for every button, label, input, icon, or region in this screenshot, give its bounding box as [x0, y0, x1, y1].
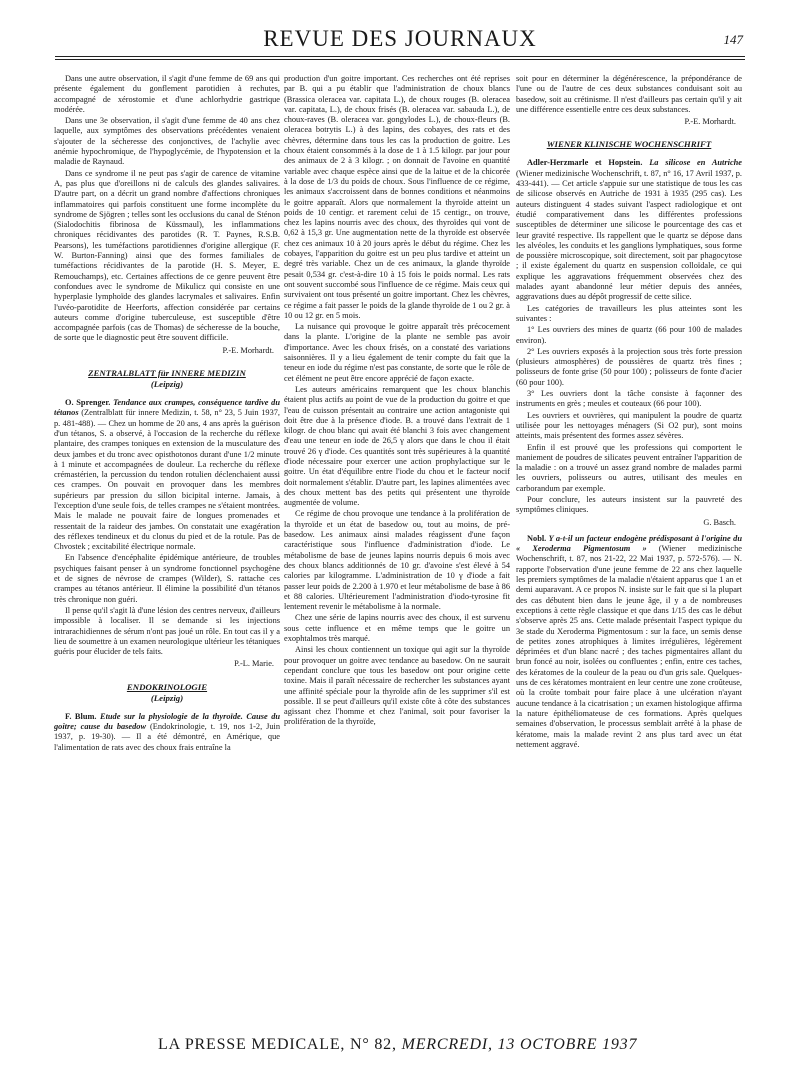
- article-author: O. Sprenger.: [65, 398, 111, 408]
- column-3: [516, 74, 742, 1014]
- article-text: — Cet article s'appuie sur une statistique de tous les cas de silicose observés en Autriche de 1931 à 1935 (295 cas). Les auteurs distinguent 4 stades suivant l'aspect radiologique et ont étudié comparativement dans les différentes professions susceptibles de déterminer une silicose le pourcentage des cas et leur gravité respective. Ils rappellent que le quartz se dépose dans les alvéoles, les conduits et les ganglions lymphatiques, sous forme de poussière microscopique, soit directement, soit par phagocytose ; il existe également du quartz en suspension colloïdale, ce qui explique les aggravations fréquemment observées chez des malades ayant abandonné leur métier depuis des années, aggravations dues au dépôt progressif de cette silice.: [516, 179, 742, 302]
- list-item: 2° Les ouvriers exposés à la projection sous très forte pression (plusieurs atmosphères) de poussières de quartz très fines ; polisseurs de fonte grise (50 pour 100) ; polisseurs de fonte d'acier (60 pour 100).: [516, 346, 742, 387]
- article-author: F. Blum.: [65, 711, 97, 721]
- signature: P.-L. Marie.: [234, 659, 274, 669]
- paragraph: Les catégories de travailleurs les plus atteintes sont les suivantes :: [516, 303, 742, 323]
- paragraph: Dans une 3e observation, il s'agit d'une femme de 40 ans chez laquelle, aux symptômes des observations précédentes venaient s'ajouter de la sécheresse des conjonctives, de l'achylie avec anémie hypochromique, de l'hypoglycémie, de l'hypotension et la maladie de Raynaud.: [54, 116, 280, 167]
- article-author: Nobl.: [527, 533, 547, 543]
- footer-journal: LA PRESSE MEDICALE, N° 82,: [158, 1036, 397, 1053]
- paragraph: Ainsi les choux contiennent un toxique qui agit sur la thyroïde pour provoquer un goitre avec tendance au basedow. On ne saurait cependant conclure que tous les basedow ont pour origine cette toxine. Mais il paraît nécessaire de rechercher les substances ayant une affinité spéciale pour la thyroïde afin de les supprimer s'il est possible. Il se peut d'ailleurs qu'il existe côte à côte des substances agissant chez l'homme et chez l'animal, soit pour favoriser la prolifération de la thyroïde,: [284, 645, 510, 727]
- paragraph: Les auteurs américains remarquent que les choux blanchis étaient plus actifs au point de vue de la production du goitre et que l'eau de cuisson présentait au contraire une action antagoniste qui doit être due à la présence d'iode. B. a trouvé dans l'extrait de 1 kilogr. de chou blanc qui avait été blanchi 3 fois avec changement d'eau une teneur en iode de 26,5 γ alors que dans le chou il était trouvé 26 γ d'iode. Ces quantités sont très supérieures à la quantité d'iode nécessaire pour exercer une action prophylactique sur le goitre. Un état d'équilibre entre l'iode du chou et le facteur nocif doit normalement s'établir. D'autre part, les lapines alimentées avec des choux mettent bas des petits qui présentent une thyroïde augmentée de volume.: [284, 384, 510, 508]
- paragraph: Dans une autre observation, il s'agit d'une femme de 69 ans qui présente également du gonflement parotidien à rechutes, accompagné de xérostomie et d'une achlorhydrie gastrique modérée.: [54, 74, 280, 114]
- article-title: Etude sur la physiologie de la thyroïde. Cause du goitre; cause du basedow: [54, 711, 280, 732]
- journal-heading: [54, 682, 280, 704]
- signature: G. Basch.: [703, 517, 736, 527]
- list-item: 1° Les ouvriers des mines de quartz (66 pour 100 de malades environ).: [516, 325, 742, 345]
- article-reference: (Wiener medizinische Wochenschrift, t. 87, nos 21-22, 22 Mai 1937, p. 572-576).: [516, 544, 742, 564]
- list-item: 3° Les ouvriers dont la tâche consiste à façonner des instruments en grès ; meules et couteaux (66 pour 100).: [516, 389, 742, 409]
- article-reference: (Endokrinologie, t. 19, nos 1-2, Juin 1937, p. 19-30).: [54, 722, 280, 742]
- article-abstract: [516, 158, 742, 302]
- paragraph: En l'absence d'encéphalite épidémique antérieure, de troubles psychiques faisant penser à un syndrome fonctionnel psychogène et de signes de névrose de crampes (Wilder), S. rattache ces crampes au tétanos antérieur. Il élimine la possibilité d'un tétanos très chronique non guéri.: [54, 553, 280, 604]
- signature: P.-E. Morhardt.: [222, 345, 274, 355]
- article-reference: (Zentralblatt für innere Medizin, t. 58, n° 23, 5 Juin 1937, p. 481-488).: [54, 408, 280, 428]
- journal-city: (Leipzig): [150, 379, 184, 390]
- article-abstract: [516, 534, 742, 750]
- footer-date: MERCREDI, 13 OCTOBRE 1937: [401, 1036, 638, 1053]
- journal-name: WIENER KLINISCHE WOCHENSCHRIFT: [546, 139, 712, 150]
- page-footer: [158, 1036, 637, 1054]
- article-author: Adler-Herzmarle et Hopstein.: [527, 158, 643, 168]
- paragraph: La nuisance qui provoque le goitre apparaît très précocement dans la plante. L'origine de la plante ne semble pas avoir d'importance. Avec les choux frisés, on a constaté des variations saisonnières. Il y a lieu également de tenir compte du fait que la teneur en iode du régime n'est pas constante, de sorte que le rôle de cet élément ne peut être encore apprécié de façon exacte.: [284, 322, 510, 383]
- page-number: 147: [723, 32, 743, 47]
- paragraph: production d'un goitre important. Ces recherches ont été reprises par B. qui a pu établir que l'administration de choux blancs (Brassica oleracea var. capitata L.), de choux rouges (B. oleracea var. capitata, L.), de choux frisés (B. oleracea var. sabauda L.), de choux-raves (B. oleracea var. gongylodes L.), de choux-fleurs (B. oleracea botrytis L.) à des lapins, des cobayes, des rats et des chèvres, détermine dans tous les cas la production de goitre. Les choux étaient consommés à la dose de 1 à 1.5 kilogr. par jour pour des animaux de 2 à 3 kilogr. ; on donnait de l'avoine en quantité variable avec chaque espèce ainsi que de la laitue et de la chicorée à la dose de 1/3 du poids de choux. Sous l'influence de ce régime, les animaux s'accroissent dans de bonnes conditions et néanmoins le goitre apparaît. Alors que normalement la thyroïde atteint un poids de 10 centigr. et rarement celui de 15 centigr., on trouve, chez les lapins nourris avec des choux, des thyroïdes qui vont de 0,62 à 15,3 gr. Une augmentation nette de la thyroïde est observée chez ces animaux 10 à 20 jours après le début du régime. Chez les cobayes, l'apparition du goitre est un peu plus tardive et atteint un degré très variable. Chez un de ces animaux, la glande thyroïde pesait 0,534 gr. c'est-à-dire 10 à 15 fois le poids normal. Les rats ont souvent succombé sous l'influence de ce régime. Mais ceux qui survivaient ont tous présenté un goitre important. Chez les chèvres, ce régime a fait passer le poids de la glande thyroïde de 1 ou 2 gr. à 10 ou 12 gr. en 5 mois.: [284, 74, 510, 320]
- article-abstract: [54, 398, 280, 552]
- article-abstract: [54, 712, 280, 753]
- journal-heading: [516, 139, 742, 150]
- paragraph: Les ouvriers et ouvrières, qui manipulent la poudre de quartz utilisée pour les nettoyages ménagers (Si O2 pur), sont moins atteints, mais présentent des formes assez sévères.: [516, 410, 742, 441]
- article-title: Y a-t-il un facteur endogène prédisposant à l'origine du « Xeroderma Pigmentosum »: [516, 533, 742, 554]
- paragraph: Ce régime de chou provoque une tendance à la prolifération de la thyroïde et un état de basedow ou, tout au moins, de pré-basedow. Les animaux ainsi malades réagissent d'une façon caractéristique sous l'influence d'administration d'iode. Le métabolisme de base de jeunes lapins nourris depuis 6 mois avec des choux blancs additionnés de 10 gr. d'avoine s'est élevé à 54 calories par kilogramme. L'administration de 10 γ d'iode a fait passer leur poids de 2.200 à 1.970 et leur métabolisme de base à 86 et 88 calories. Ultérieurement l'administration d'iodo-tyrosine fit lentement revenir le métabolisme à la normale.: [284, 509, 510, 612]
- paragraph: Pour conclure, les auteurs insistent sur la pauvreté des symptômes cliniques.: [516, 494, 742, 515]
- journal-name: ENDOKRINOLOGIE: [126, 681, 208, 692]
- paragraph: Enfin il est prouvé que les professions qui comportent le maniement de poudres de silicates peuvent entraîner l'apparition de la maladie : on a trouvé un assez grand nombre de malades parmi les ouvriers, polisseurs ou autres, utilisant des meules en carborandum par exemple.: [516, 442, 742, 493]
- article-text: — Chez un homme de 20 ans, 4 ans après la guérison d'un tétanos, S. a observé, à l'occasion de la recherche du réflexe plantaire, des crampes toniques en extension de la musculature des deux jambes et du tronc avec opisthotonos durant d'une 1/2 minute à 1 minute et accompagnées de douleur. La recherche du réflexe crémastérien, la percussion du tendon rotulien déclenchaient aussi ces crampes. On pouvait en provoquer dans les membres supérieurs par pression du sillon bicipital interne. Jamais, à l'exception d'une seule fois, de telles crampes ne s'étaient montrées. Mais le malade ne pouvait faire de longues promenades et ressentait de la raideur des jambes. On constatait une exagération des réflexes tendineux et du clonus du pied et de la rotule. Pas de Chvostek ; excitabilité électrique normale.: [54, 418, 280, 552]
- article-reference: (Wiener medizinische Wochenschrift, t. 87, n° 16, 17 Avril 1937, p. 433-441).: [516, 168, 742, 189]
- signature: P.-E. Morhardt.: [684, 117, 736, 127]
- article-title: Tendance aux crampes, conséquence tardive du tétanos: [54, 398, 280, 418]
- page-header: [55, 20, 745, 64]
- article-title: La silicose en Autriche: [649, 158, 742, 168]
- column-1: [54, 74, 280, 1014]
- paragraph: Chez une série de lapins nourris avec des choux, il est survenu sous cette influence et en même temps que le goitre un exophtalmos très marqué.: [284, 613, 510, 644]
- paragraph: Il pense qu'il s'agit là d'une lésion des centres nerveux, d'ailleurs impossible à localiser. Il se demande si les injections intrarachidiennes de sérum n'ont pas joué un rôle. En tout cas il y a lieu de soumettre à un examen neurologique ultérieur les tétaniques guéris pour élucider de tels faits.: [54, 605, 280, 657]
- journal-name: ZENTRALBLATT für INNERE MEDIZIN: [88, 368, 246, 379]
- article-text: — N. rapporte l'observation d'une jeune femme de 22 ans chez laquelle les premiers symptômes de la maladie n'étaient apparus que 1 an et demi auparavant. A ce propos N. insiste sur le fait que si la plupart des cas débutent bien dans le jeune âge, il y a de nombreuses exceptions à cette règle classique et que dans 1/15 des cas le début s'observe après 25 ans. Cette malade présentait l'aspect typique du 3e stade du Xeroderma Pigmentosum : sur la face, un semis dense de petites zones atrophiques à limites irrégulières, légèrement déprimées et d'un blanc nacré ; des taches pigmentaires allant du brun foncé au noir, isolées ou confluentes ; enfin, entre ces taches, des kératomes de la couleur de la peau ou d'un gris sale. Quelques-uns de ces kératomes montraient en leur centre une zone croûteuse, où la croûte tombait pour faire place à une ulcération n'ayant aucune tendance à la cicatrisation ; un examen histologique affirma la nature épithéliomateuse de ces formations. Après quelques semaines d'observation, le processus semblait arrêté à la phase de kératome, mais la malade revint 2 ans plus tard avec un état nettement aggravé.: [516, 554, 742, 749]
- article-text: — Il a été démontré, en Amérique, que l'alimentation de rats avec des choux frais entraîne la: [54, 732, 280, 752]
- column-2: [284, 74, 510, 1014]
- journal-city: (Leipzig): [150, 692, 184, 703]
- journal-section-title: REVUE DES JOURNAUX: [263, 26, 537, 51]
- paragraph: soit pour en déterminer la dégénérescence, la prépondérance de l'une ou de l'autre de ces deux substances conduisant soit au basedow, soit au crétinisme. Il n'est d'ailleurs pas certain qu'il y ait une différence essentielle entre ces deux substances.: [516, 74, 742, 114]
- journal-heading: [54, 368, 280, 390]
- header-rule: [55, 56, 745, 60]
- paragraph: Dans ce syndrome il ne peut pas s'agir de carence de vitamine A, pas plus que d'oreillons ni de calculs des glandes salivaires. D'autre part, on a décrit un grand nombre d'affections chroniques inflammatoires qui parfois constituent une forme incomplète du syndrome de Sjögren ; telles sont les occlusions du canal de Sténon (Sialodochitis fibrinosa de Küssmaul), les inflammations chroniques récidivantes des parotides (R. T. Paynes, R.S.B. Pearsons), les tuméfactions parotidiennes d'origine allergique (F. W. Burton-Fanning) ainsi que des formes familiales de tuméfactions récidivantes de la parotide (H. S. Meyer, E. Remouchamps), etc. Certaines affections de ce genre peuvent être confondues avec le syndrome de Mikulicz qui consiste en une hyperplasie lymphoïde des glandes lacrymales et salivaires. Enfin l'uvéo-parotidite de Heerforts, affection considérée par certains auteurs comme d'origine tuberculeuse, est susceptible d'être accompagnée parfois (cas de Thomas) de sécheresse de la bouche, de sorte que le diagnostic peut être souvent difficile.: [54, 168, 280, 343]
